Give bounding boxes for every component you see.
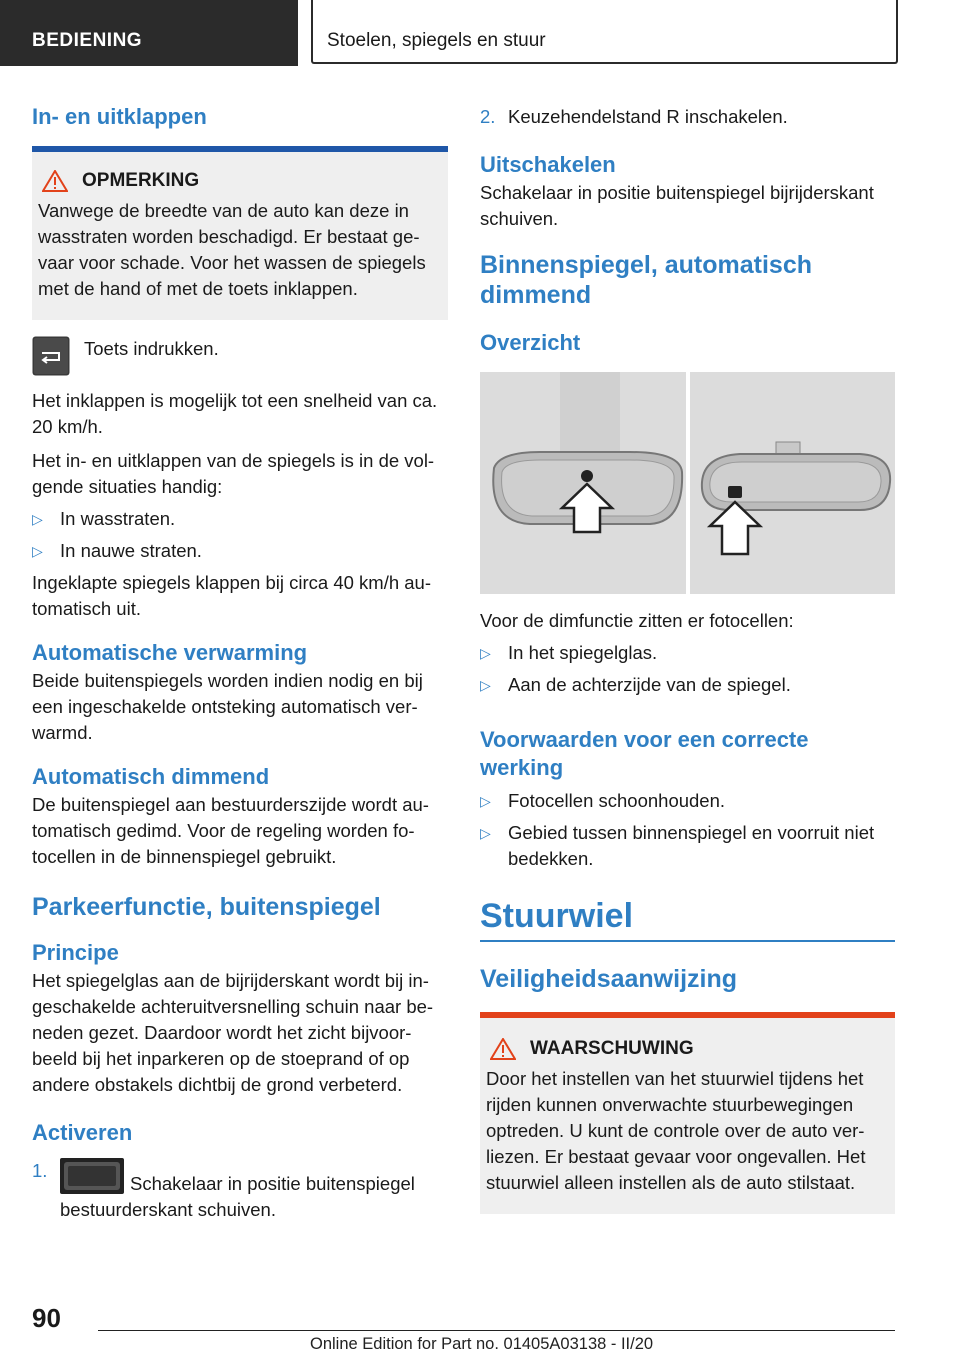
page-header bbox=[0, 0, 960, 66]
step-number: 1. bbox=[32, 1160, 48, 1181]
heading-voorwaarden: Voorwaarden voor een correcte werking bbox=[480, 727, 809, 780]
paragraph: Het spiegelglas aan de bijrijderskant wordt bij in-geschakelde achteruitversnelling schuin naar be-neden gezet. Daardoor wordt het zicht bijvoor-beeld bij het inparkeren op de stoeprand of op andere obstakels dichtbij de grond verbeterd. bbox=[32, 970, 434, 1095]
footer-edition: Online Edition for Part no. 01405A03138 - II/20 bbox=[310, 1335, 654, 1353]
heading-veiligheid: Veiligheidsaanwijzing bbox=[480, 965, 738, 993]
heading-parkeerfunctie: Parkeerfunctie, buitenspiegel bbox=[32, 893, 381, 921]
paragraph: Het in- en uitklappen van de spiegels is in de vol-gende situaties handig: bbox=[32, 450, 435, 497]
heading-principe: Principe bbox=[32, 940, 119, 965]
heading-overzicht: Overzicht bbox=[480, 330, 581, 355]
step-item bbox=[32, 1158, 448, 1223]
paragraph: Schakelaar in positie buitenspiegel bijrijderskant schuiven. bbox=[480, 182, 874, 229]
paragraph: De buitenspiegel aan bestuurderszijde wordt au-tomatisch gedimd. Voor de regeling worden fo-tocellen in de binnenspiegel gebruikt. bbox=[32, 794, 429, 867]
list-item: ▷ In nauwe straten. bbox=[32, 538, 448, 564]
section-label: BEDIENING bbox=[32, 30, 143, 51]
section-tab bbox=[0, 0, 298, 66]
heading-dimmend: Automatisch dimmend bbox=[32, 764, 270, 789]
heading-in-uitklappen: In- en uitklappen bbox=[32, 104, 207, 129]
warning-box bbox=[480, 1012, 895, 1214]
bullet-marker-icon: ▷ bbox=[32, 511, 43, 527]
toets-text: Toets indrukken. bbox=[84, 338, 219, 359]
paragraph: Voor de dimfunctie zitten er fotocellen: bbox=[480, 610, 794, 631]
step-number: 2. bbox=[480, 106, 496, 127]
warning-text: Door het instellen van het stuurwiel tijdens het rijden kunnen onverwachte stuurbewegingen optreden. U kunt de controle over de auto ver-liezen. Er bestaat gevaar voor ongevallen. Het stuurwiel alleen instellen als de auto stilstaat. bbox=[486, 1068, 866, 1193]
chapter-heading-block bbox=[480, 896, 895, 942]
warning-triangle-icon bbox=[490, 1038, 516, 1060]
bullet-marker-icon: ▷ bbox=[480, 645, 491, 661]
warning-triangle-icon bbox=[42, 170, 68, 192]
warning-title: WAARSCHUWING bbox=[530, 1038, 694, 1059]
note-title: OPMERKING bbox=[82, 170, 200, 191]
rear-view-mirror-illustration bbox=[480, 372, 895, 594]
step-text: Schakelaar in positie buitenspiegel bestuurderskant schuiven. bbox=[60, 1173, 415, 1220]
step-item bbox=[480, 104, 895, 130]
heading-binnenspiegel: Binnenspiegel, automatisch dimmend bbox=[480, 251, 813, 309]
right-column bbox=[480, 96, 895, 1214]
bullet-marker-icon: ▷ bbox=[480, 793, 491, 809]
heading-activeren: Activeren bbox=[32, 1120, 133, 1145]
paragraph: Beide buitenspiegels worden indien nodig en bij een ingeschakelde ontsteking automatisch ver-warmd. bbox=[32, 670, 423, 743]
left-column bbox=[32, 96, 448, 1223]
paragraph: Het inklappen is mogelijk tot een snelheid van ca. 20 km/h. bbox=[32, 390, 438, 437]
list-item: ▷ Fotocellen schoonhouden. bbox=[480, 788, 895, 814]
chapter-tab bbox=[311, 0, 898, 64]
note-text: Vanwege de breedte van de auto kan deze in wasstraten worden beschadigd. Er bestaat ge-vaar voor schade. Voor het wassen de spiegels met de hand of met de toets inklappen. bbox=[38, 200, 426, 299]
list-item: ▷ In het spiegelglas. bbox=[480, 640, 895, 666]
list-item: ▷ In wasstraten. bbox=[32, 506, 448, 532]
fold-mirror-button-icon bbox=[32, 336, 70, 376]
chapter-label: Stoelen, spiegels en stuur bbox=[327, 30, 546, 51]
list-item: ▷ Aan de achterzijde van de spiegel. bbox=[480, 672, 895, 698]
bullet-marker-icon: ▷ bbox=[480, 825, 491, 841]
page-number: 90 bbox=[32, 1303, 61, 1333]
footer-divider bbox=[98, 1330, 895, 1331]
paragraph: Ingeklapte spiegels klappen bij circa 40 km/h au-tomatisch uit. bbox=[32, 572, 432, 619]
heading-verwarming: Automatische verwarming bbox=[32, 640, 308, 665]
bullet-marker-icon: ▷ bbox=[32, 543, 43, 559]
mirror-switch-icon bbox=[60, 1158, 124, 1194]
bullet-marker-icon: ▷ bbox=[480, 677, 491, 693]
toets-row bbox=[32, 336, 448, 376]
heading-stuurwiel: Stuurwiel bbox=[480, 897, 634, 935]
step-text: Keuzehendelstand R inschakelen. bbox=[508, 106, 788, 127]
note-box bbox=[32, 146, 448, 320]
list-item: ▷ Gebied tussen binnenspiegel en voorruit niet bedekken. bbox=[480, 820, 895, 872]
heading-uitschakelen: Uitschakelen bbox=[480, 152, 616, 177]
